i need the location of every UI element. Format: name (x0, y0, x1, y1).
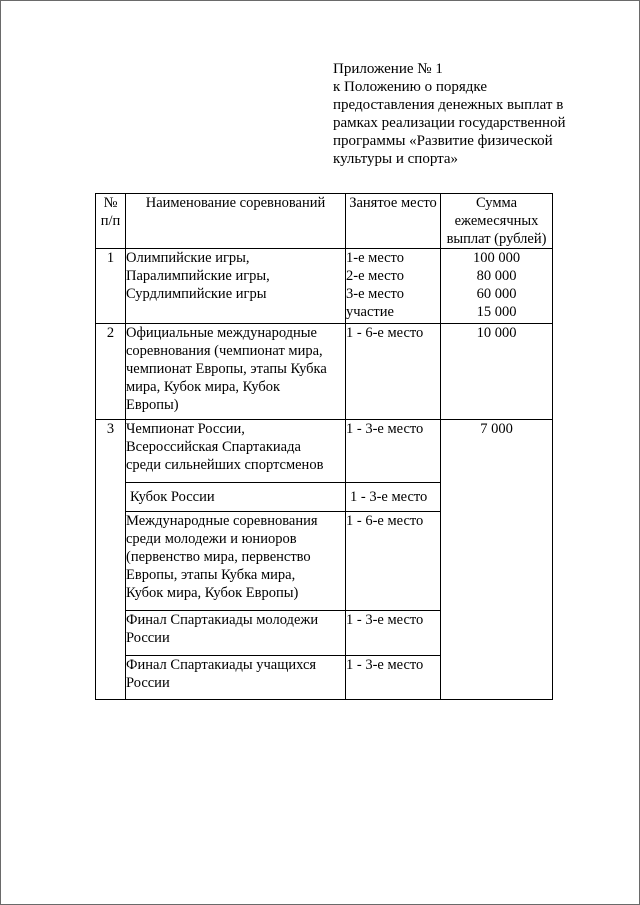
appendix-line: культуры и спорта» (333, 151, 459, 167)
table-header-row (96, 194, 553, 249)
competition-name: Финал Спартакиады молодежи России (126, 611, 346, 656)
header-number: № п/п (96, 194, 126, 249)
place-cell: 1 - 3-е место (346, 656, 441, 700)
place-cell: 1 - 3-е место (346, 420, 441, 483)
place-cell: 1-е место 2-е место 3-е место участие (346, 249, 441, 324)
appendix-header (333, 60, 593, 168)
competition-name: Международные соревнования среди молодежи и юниоров (первенство мира, первенство Европы, этапы Кубка мира, Кубок мира, Кубок Европы) (126, 512, 346, 611)
appendix-title: Приложение № 1 (333, 61, 443, 77)
appendix-line: предоставления денежных выплат в (333, 97, 564, 113)
competition-name: Кубок России (126, 483, 346, 512)
appendix-line: рамках реализации государственной (333, 115, 566, 131)
sum-cell: 7 000 (441, 420, 553, 700)
row-number: 2 (96, 324, 126, 420)
place-cell: 1 - 6-е место (346, 324, 441, 420)
appendix-line: программы «Развитие физической (333, 133, 553, 149)
row-number: 1 (96, 249, 126, 324)
header-competition-name: Наименование соревнований (126, 194, 346, 249)
table-row (96, 249, 553, 324)
place-cell: 1 - 6-е место (346, 512, 441, 611)
table-row (96, 324, 553, 420)
header-sum: Сумма ежемесячных выплат (рублей) (441, 194, 553, 249)
place-cell: 1 - 3-е место (346, 611, 441, 656)
place-cell: 1 - 3-е место (346, 483, 441, 512)
competition-name: Финал Спартакиады учащихся России (126, 656, 346, 700)
competition-name: Чемпионат России, Всероссийская Спартакиада среди сильнейших спортсменов (126, 420, 346, 483)
competition-name: Олимпийские игры, Паралимпийские игры, Сурдлимпийские игры (126, 249, 346, 324)
awards-table (95, 193, 553, 700)
sum-cell: 10 000 (441, 324, 553, 420)
sum-cell: 100 000 80 000 60 000 15 000 (441, 249, 553, 324)
table-row (96, 420, 553, 483)
appendix-line: к Положению о порядке (333, 79, 487, 95)
row-number: 3 (96, 420, 126, 700)
header-place: Занятое место (346, 194, 441, 249)
competition-name: Официальные международные соревнования (чемпионат мира, чемпионат Европы, этапы Кубка мира, Кубок мира, Кубок Европы) (126, 324, 346, 420)
